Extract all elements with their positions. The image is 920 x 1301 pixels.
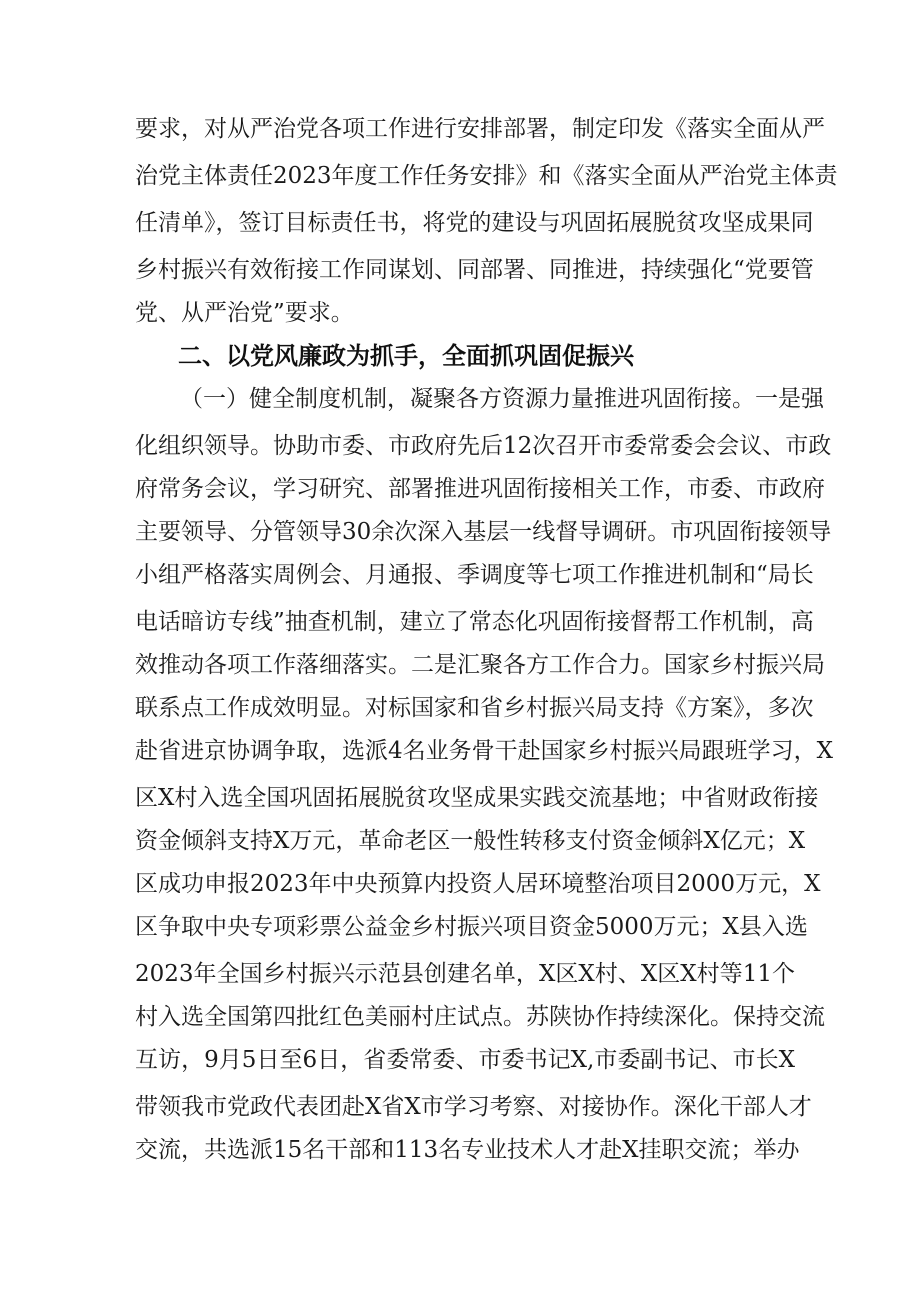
paragraph-line: 区争取中央专项彩票公益金乡村振兴项目资金5000万元；X县入选	[135, 914, 808, 940]
paragraph-line: 效推动各项工作落细落实。二是汇聚各方工作合力。国家乡村振兴局	[135, 652, 825, 678]
paragraph-line: 2023年全国乡村振兴示范县创建名单，X区X村、X区X村等11个	[135, 961, 795, 987]
paragraph-line: 村入选全国第四批红色美丽村庄试点。苏陕协作持续深化。保持交流	[135, 1004, 825, 1030]
paragraph-line: 要求，对从严治党各项工作进行安排部署，制定印发《落实全面从严	[135, 116, 825, 142]
paragraph-line: 党、从严治党”要求。	[135, 300, 354, 326]
paragraph-line: 府常务会议，学习研究、部署推进巩固衔接相关工作，市委、市政府	[135, 476, 825, 502]
paragraph-line: 区X村入选全国巩固拓展脱贫攻坚成果实践交流基地；中省财政衔接	[135, 785, 819, 811]
paragraph-line: 小组严格落实周例会、月通报、季调度等七项工作推进机制和“局长	[135, 562, 814, 588]
paragraph-line: 化组织领导。协助市委、市政府先后12次召开市委常委会会议、市政	[135, 433, 832, 459]
paragraph-line: （一）健全制度机制，凝聚各方资源力量推进巩固衔接。一是强	[180, 386, 824, 412]
paragraph-line: 联系点工作成效明显。对标国家和省乡村振兴局支持《方案》，多次	[135, 695, 814, 721]
paragraph-line: 交流，共选派15名干部和113名专业技术人才赴X挂职交流；举办	[135, 1137, 800, 1163]
paragraph-line: 主要领导、分管领导30余次深入基层一线督导调研。市巩固衔接领导	[135, 519, 832, 545]
paragraph-line: 任清单》，签订目标责任书，将党的建设与巩固拓展脱贫攻坚成果同	[135, 210, 814, 236]
paragraph-line: 赴省进京协调争取，选派4名业务骨干赴国家乡村振兴局跟班学习，X	[135, 738, 834, 764]
paragraph-line: 互访，9月5日至6日，省委常委、市委书记X,市委副书记、市长X	[135, 1047, 795, 1073]
paragraph-line: 治党主体责任2023年度工作任务安排》和《落实全面从严治党主体责	[135, 163, 838, 189]
section-heading: 二、以党风廉政为抓手，全面抓巩固促振兴	[178, 342, 634, 370]
paragraph-line: 资金倾斜支持X万元，革命老区一般性转移支付资金倾斜X亿元；X	[135, 828, 806, 854]
paragraph-line: 区成功申报2023年中央预算内投资人居环境整治项目2000万元，X	[135, 871, 821, 897]
paragraph-line: 带领我市党政代表团赴X省X市学习考察、对接协作。深化干部人才	[135, 1094, 812, 1120]
paragraph-line: 乡村振兴有效衔接工作同谋划、同部署、同推进，持续强化“党要管	[135, 257, 814, 283]
paragraph-line: 电话暗访专线”抽查机制，建立了常态化巩固衔接督帮工作机制，高	[135, 609, 814, 635]
